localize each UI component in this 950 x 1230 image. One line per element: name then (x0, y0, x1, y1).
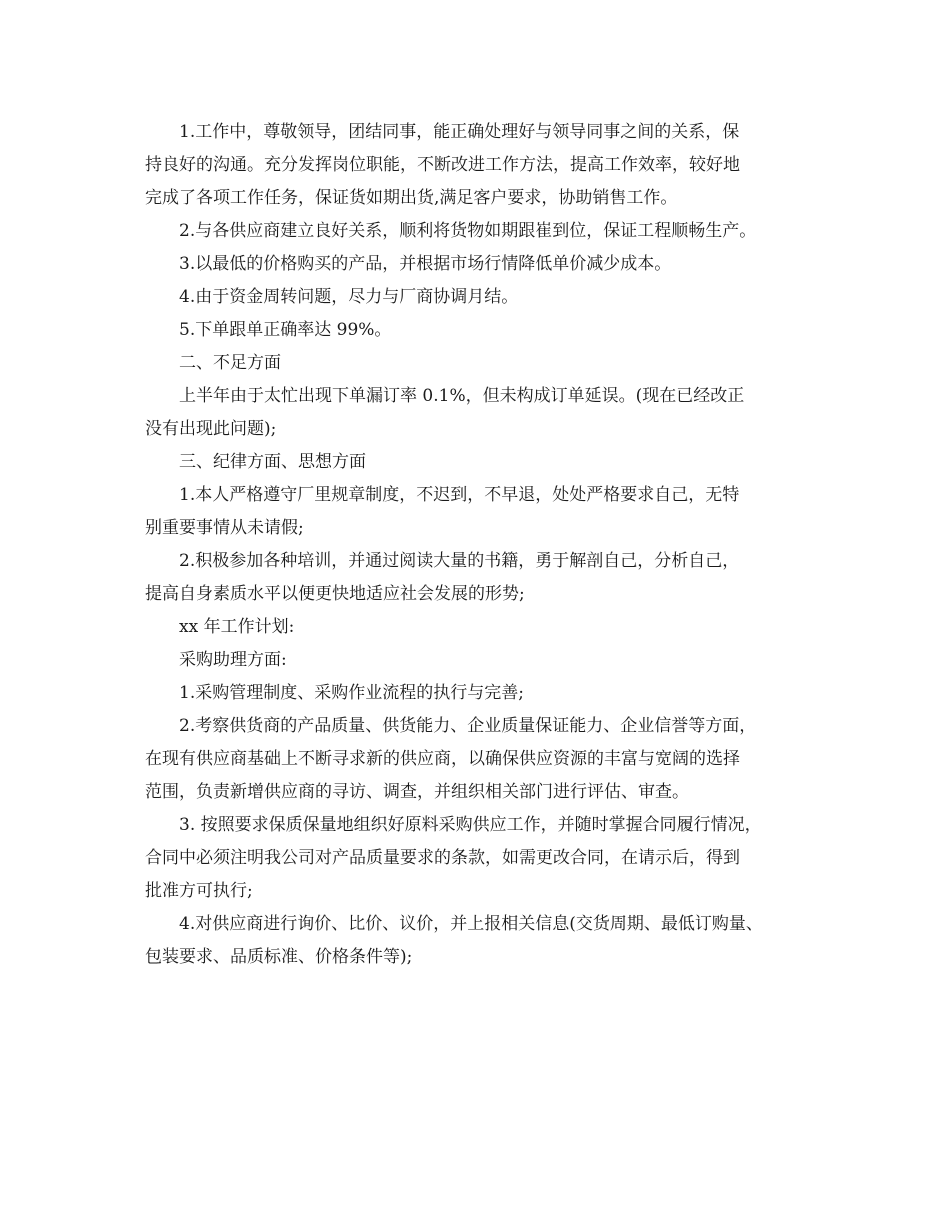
paragraph-line: 没有出现此问题); (145, 419, 277, 439)
paragraph-line: 3.以最低的价格购买的产品，并根据市场行情降低单价减少成本。 (179, 254, 672, 274)
paragraph-line: 2.与各供应商建立良好关系，顺利将货物如期跟崔到位，保证工程顺畅生产。 (179, 221, 757, 241)
paragraph-line: 4.对供应商进行询价、比价、议价，并上报相关信息(交货周期、最低订购量、 (179, 914, 763, 934)
section-heading: xx 年工作计划: (179, 617, 295, 637)
paragraph-line: 合同中必须注明我公司对产品质量要求的条款，如需更改合同，在请示后，得到 (145, 848, 740, 868)
section-heading: 采购助理方面: (179, 650, 287, 670)
paragraph-line: 提高自身素质水平以便更快地适应社会发展的形势; (145, 584, 525, 604)
paragraph-line: 持良好的沟通。充分发挥岗位职能，不断改进工作方法，提高工作效率，较好地 (145, 155, 740, 175)
paragraph-line: 2.积极参加各种培训，并通过阅读大量的书籍，勇于解剖自己，分析自己， (179, 551, 740, 571)
section-heading: 二、不足方面 (179, 353, 281, 373)
paragraph-line: 4.由于资金周转问题，尽力与厂商协调月结。 (179, 287, 519, 307)
paragraph-line: 5.下单跟单正确率达 99%。 (179, 320, 392, 340)
paragraph-line: 完成了各项工作任务，保证货如期出货,满足客户要求，协助销售工作。 (145, 188, 678, 208)
paragraph-line: 3. 按照要求保质保量地组织好原料采购供应工作，并随时掌握合同履行情况， (179, 815, 762, 835)
paragraph-line: 1.工作中，尊敬领导，团结同事，能正确处理好与领导同事之间的关系，保 (179, 122, 740, 142)
paragraph-line: 别重要事情从未请假; (145, 518, 304, 538)
paragraph-line: 包装要求、品质标准、价格条件等); (145, 947, 413, 967)
paragraph-line: 在现有供应商基础上不断寻求新的供应商，以确保供应资源的丰富与宽阔的选择 (145, 749, 740, 769)
paragraph-line: 1.本人严格遵守厂里规章制度，不迟到，不早退，处处严格要求自己，无特 (179, 485, 740, 505)
paragraph-line: 批准方可执行; (145, 881, 253, 901)
section-heading: 三、纪律方面、思想方面 (179, 452, 366, 472)
paragraph-line: 上半年由于太忙出现下单漏订率 0.1%，但未构成订单延误。(现在已经改正 (179, 386, 745, 406)
document-body (145, 116, 810, 974)
paragraph-line: 1.采购管理制度、采购作业流程的执行与完善; (179, 683, 524, 703)
paragraph-line: 范围，负责新增供应商的寻访、调查，并组织相关部门进行评估、审查。 (145, 782, 689, 802)
paragraph-line: 2.考察供货商的产品质量、供货能力、企业质量保证能力、企业信誉等方面， (179, 716, 757, 736)
